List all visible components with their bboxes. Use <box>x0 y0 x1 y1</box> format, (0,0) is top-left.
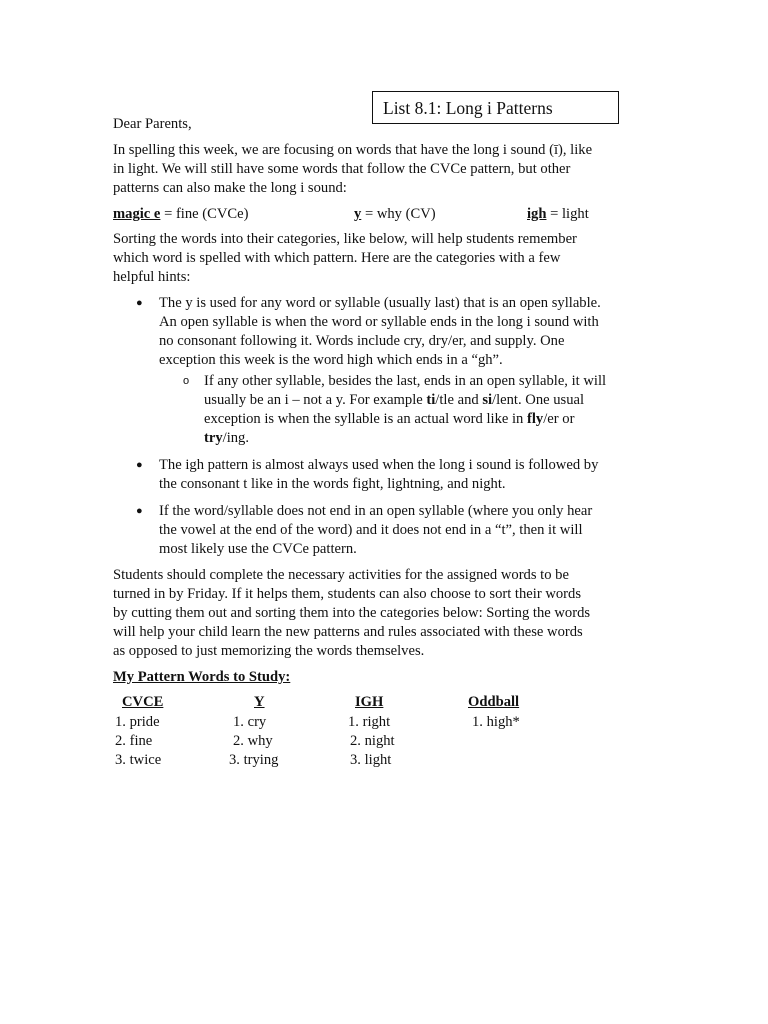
word-cell: 1. pride <box>115 714 160 730</box>
example-syllable: try <box>204 430 223 446</box>
word-cell: 2. fine <box>115 733 153 749</box>
intro-line: in light. We will still have some words that follow the CVCe pattern, but other <box>113 161 571 177</box>
salutation: Dear Parents, <box>113 116 192 132</box>
word-cell: 2. night <box>350 733 395 749</box>
bullet-marker: ● <box>136 297 143 309</box>
students-line: as opposed to just memorizing the words themselves. <box>113 643 425 659</box>
hint-line: If the word/syllable does not end in an open syllable (where you only hear <box>159 503 593 519</box>
hint-line: The y is used for any word or syllable (usually last) that is an open syllable. <box>159 295 601 311</box>
sub-hint-text: /lent. One usual <box>492 392 585 408</box>
word-cell: 1. cry <box>233 714 267 730</box>
column-header-cvce: CVCE <box>122 694 164 710</box>
bullet-marker: ● <box>136 459 143 471</box>
hint-line: exception this week is the word high which ends in a “gh”. <box>159 352 503 368</box>
igh-example: = light <box>546 206 589 222</box>
hint-line: most likely use the CVCe pattern. <box>159 541 357 557</box>
word-cell: 3. trying <box>229 752 279 768</box>
intro-line: patterns can also make the long i sound: <box>113 180 347 196</box>
y-label: y <box>354 206 362 222</box>
sub-hint-text: /tle and <box>435 392 483 408</box>
sub-hint-text: /ing. <box>222 430 249 446</box>
hint-line: the vowel at the end of the word) and it does not end in a “t”, then it will <box>159 522 583 538</box>
students-line: turned in by Friday. If it helps them, students can also choose to sort their words <box>113 586 581 602</box>
magic-e-label: magic e <box>113 206 161 222</box>
hint-line: An open syllable is when the word or syllable ends in the long i sound with <box>159 314 599 330</box>
words-heading: My Pattern Words to Study: <box>113 669 291 685</box>
sorting-line: helpful hints: <box>113 269 191 285</box>
example-syllable: si <box>482 392 493 408</box>
sub-hint-line <box>204 410 574 429</box>
intro-line: In spelling this week, we are focusing on words that have the long i sound (ī), like <box>113 142 593 158</box>
sorting-line: Sorting the words into their categories, like below, will help students remember <box>113 231 577 247</box>
column-header-igh: IGH <box>355 694 384 710</box>
magic-e-pattern <box>113 205 249 224</box>
word-cell: 2. why <box>233 733 273 749</box>
word-cell: 1. right <box>348 714 391 730</box>
igh-label: igh <box>527 206 547 222</box>
magic-e-example: = fine (CVCe) <box>160 206 249 222</box>
sub-hint-text: /er or <box>543 411 575 427</box>
sub-hint-text: usually be an i – not a y. For example <box>204 392 427 408</box>
sub-hint-line: If any other syllable, besides the last, ends in an open syllable, it will <box>204 373 607 389</box>
sub-hint-line <box>204 391 584 410</box>
hint-line: the consonant t like in the words fight, lightning, and night. <box>159 476 506 492</box>
y-example: = why (CV) <box>361 206 436 222</box>
students-line: will help your child learn the new patterns and rules associated with these words <box>113 624 583 640</box>
bullet-marker: ● <box>136 505 143 517</box>
igh-pattern <box>527 205 589 224</box>
y-pattern <box>354 205 436 224</box>
word-cell: 1. high* <box>472 714 520 730</box>
students-line: by cutting them out and sorting them into the categories below: Sorting the words <box>113 605 591 621</box>
sorting-line: which word is spelled with which pattern. Here are the categories with a few <box>113 250 561 266</box>
list-title: List 8.1: Long i Patterns <box>372 91 619 124</box>
hint-line: The igh pattern is almost always used when the long i sound is followed by <box>159 457 599 473</box>
hint-line: no consonant following it. Words include cry, dry/er, and supply. One <box>159 333 565 349</box>
column-header-oddball: Oddball <box>468 694 520 710</box>
example-syllable: fly <box>527 411 544 427</box>
sub-hint-text: exception is when the syllable is an actual word like in <box>204 411 528 427</box>
word-cell: 3. light <box>350 752 392 768</box>
students-line: Students should complete the necessary activities for the assigned words to be <box>113 567 569 583</box>
sub-bullet-marker: o <box>183 375 190 387</box>
example-syllable: ti <box>426 392 436 408</box>
sub-hint-line <box>204 429 249 448</box>
word-cell: 3. twice <box>115 752 162 768</box>
column-header-y: Y <box>254 694 265 710</box>
